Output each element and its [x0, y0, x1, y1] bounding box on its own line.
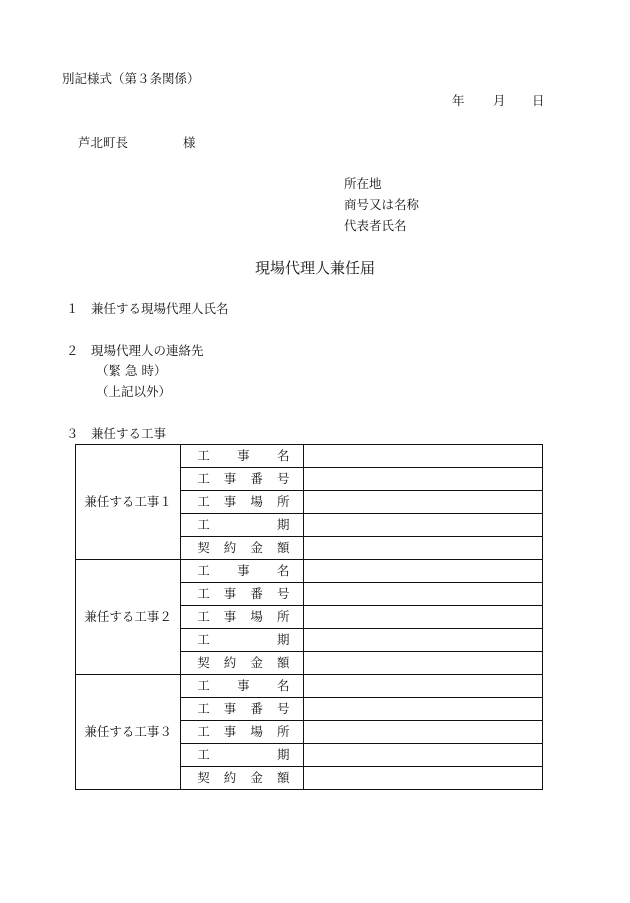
work-3-number-label: 工事番号: [181, 698, 304, 721]
work-3-period-label: 工期: [181, 744, 304, 767]
document-title: 現場代理人兼任届: [254, 259, 375, 277]
work-2-period-label: 工期: [181, 629, 304, 652]
work-1-name-label: 工事名: [181, 445, 304, 468]
form-label: 別記様式（第３条関係）: [62, 71, 200, 86]
item-2: [66, 345, 204, 358]
work-1-number-value[interactable]: [304, 468, 543, 491]
work-2-group-label: 兼任する工事２: [76, 560, 181, 675]
item-2-emergency-label: （緊 急 時）: [96, 363, 167, 378]
work-2-amount-value[interactable]: [304, 652, 543, 675]
work-1-amount-label: 契約金額: [181, 537, 304, 560]
work-1-period-value[interactable]: [304, 514, 543, 537]
work-2-amount-label: 契約金額: [181, 652, 304, 675]
applicant-block: [344, 178, 419, 241]
date-day-label: 日: [532, 93, 545, 108]
work-3-location-value[interactable]: [304, 721, 543, 744]
work-2-name-value[interactable]: [304, 560, 543, 583]
addressee-honorific: 様: [183, 135, 196, 150]
work-1-location-value[interactable]: [304, 491, 543, 514]
item-1-number: １: [66, 301, 79, 316]
date-month-label: 月: [493, 93, 506, 108]
work-3-amount-label: 契約金額: [181, 767, 304, 790]
item-2-label: 現場代理人の連絡先: [91, 343, 204, 358]
addressee-name: 芦北町長: [78, 135, 129, 150]
work-1-name-value[interactable]: [304, 445, 543, 468]
item-1-label: 兼任する現場代理人氏名: [91, 301, 229, 316]
work-2-number-value[interactable]: [304, 583, 543, 606]
work-1-amount-value[interactable]: [304, 537, 543, 560]
table-row: [76, 560, 543, 583]
item-2-other-label: （上記以外）: [96, 384, 172, 399]
applicant-company-label: 商号又は名称: [344, 197, 420, 212]
item-3: [66, 428, 166, 441]
item-2-number: ２: [66, 343, 79, 358]
item-1: [66, 303, 229, 316]
work-2-location-label: 工事場所: [181, 606, 304, 629]
work-2-number-label: 工事番号: [181, 583, 304, 606]
works-table: [75, 444, 543, 790]
work-3-location-label: 工事場所: [181, 721, 304, 744]
work-3-group-label: 兼任する工事３: [76, 675, 181, 790]
date-year-label: 年: [452, 93, 465, 108]
work-3-name-value[interactable]: [304, 675, 543, 698]
item-3-label: 兼任する工事: [91, 426, 167, 441]
work-1-location-label: 工事場所: [181, 491, 304, 514]
work-1-period-label: 工期: [181, 514, 304, 537]
applicant-representative-label: 代表者氏名: [344, 218, 407, 233]
work-3-number-value[interactable]: [304, 698, 543, 721]
item-3-number: ３: [66, 426, 79, 441]
work-2-location-value[interactable]: [304, 606, 543, 629]
work-3-amount-value[interactable]: [304, 767, 543, 790]
table-row: [76, 675, 543, 698]
work-2-name-label: 工事名: [181, 560, 304, 583]
table-row: [76, 445, 543, 468]
applicant-address-label: 所在地: [344, 176, 382, 191]
work-1-number-label: 工事番号: [181, 468, 304, 491]
work-3-name-label: 工事名: [181, 675, 304, 698]
work-1-group-label: 兼任する工事１: [76, 445, 181, 560]
work-3-period-value[interactable]: [304, 744, 543, 767]
work-2-period-value[interactable]: [304, 629, 543, 652]
